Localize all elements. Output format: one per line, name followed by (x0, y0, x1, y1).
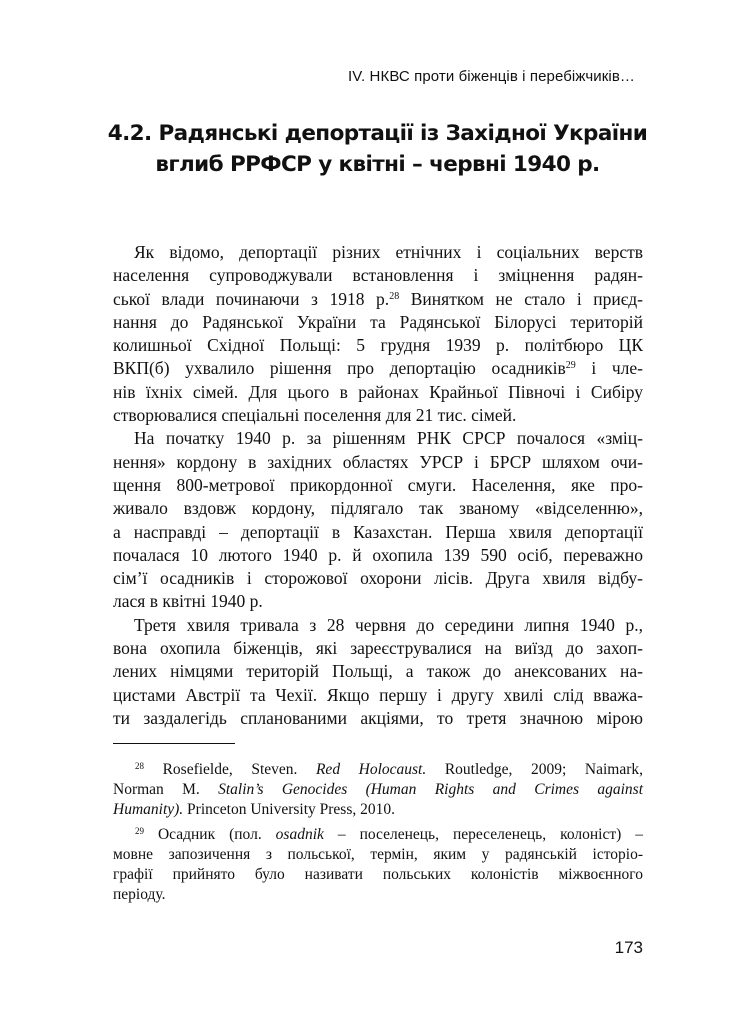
page-number: 173 (614, 938, 643, 957)
text-line: На початку 1940 р. за рішенням РНК СРСР почалося «зміц- (134, 428, 643, 449)
footnote-line: Humanity). Princeton University Press, 2010. (113, 800, 395, 818)
text-line: Третя хвиля тривала з 28 червня до середини липня 1940 р., (134, 614, 643, 635)
footnote-line: періоду. (113, 885, 166, 903)
footnote-ref-28[interactable]: 28 (389, 290, 400, 302)
footnote-number: 29 (135, 826, 144, 837)
text-line: нання до Радянської України та Радянської Білорусі територій (113, 311, 643, 332)
footnote-line: графії прийнято було називати польських колоністів міжвоєнного (113, 865, 643, 883)
paragraph-1 (113, 241, 643, 427)
paragraph-3 (113, 614, 643, 730)
footnote-28 (113, 760, 643, 819)
paragraph-2 (113, 427, 643, 613)
text-line: а насправді – депортації в Казахстан. Перша хвиля депортації (113, 521, 643, 542)
footnote-ref-29[interactable]: 29 (565, 360, 576, 372)
text-line: щення 800-метрової прикордонної смуги. Населення, яке про- (113, 474, 643, 495)
text-line: лася в квітні 1940 р. (113, 591, 263, 612)
text-line: лених німцями територій Польщі, а також до анексованих на- (113, 661, 643, 682)
footnote-line: Norman M. Stalin’s Genocides (Human Rights and Crimes against (113, 780, 644, 798)
text-line: цистами Австрії та Чехії. Якщо першу і другу хвилі слід вважа- (113, 684, 643, 705)
footnote-line: $^{28}$ Rosefielde, Steven. Red Holocaust. Routledge, 2009; Naimark, (135, 761, 643, 778)
footnote-line: мовне запозичення з польської, термін, яким у радянській історіо- (113, 846, 643, 864)
chapter-title-line-1: 4.2. Радянські депортації із Західної України (107, 121, 648, 146)
chapter-title-line-2: вглиб РРФСР у квітні – червні 1940 р. (155, 152, 600, 177)
footnote-29 (113, 825, 643, 904)
text-line: нення» кордону в західних областях УРСР і БРСР шляхом очи- (113, 451, 643, 472)
text-line: живало вздовж кордону, підлягало так званому «відселенню», (113, 498, 643, 519)
text-line: вона охопила біженців, які зареєструвалися на виїзд до захоп- (113, 638, 643, 659)
footnotes (113, 760, 643, 911)
text-line: колишньої Східної Польщі: 5 грудня 1939 р. політбюро ЦК (113, 335, 643, 356)
text-line: ВКП(б) ухвалило рішення про депортацію осадників$^{29}$ і чле- (113, 358, 643, 379)
running-header: IV. НКВС проти біженців і перебіжчиків… (348, 68, 635, 85)
text-line: почалася 10 лютого 1940 р. й охопила 139 590 осіб, переважно (113, 544, 643, 565)
text-line: створювалися спеціальні поселення для 21 тис. сімей. (113, 405, 517, 426)
footnote-number: 28 (135, 761, 144, 771)
body-text (113, 241, 643, 730)
footnote-divider (113, 743, 235, 744)
text-line: Як відомо, депортації різних етнічних і соціальних верств (134, 242, 643, 262)
text-line: сім’ї осадників і сторожової охорони лісів. Друга хвиля відбу- (113, 568, 643, 589)
text-line: ти заздалегідь спланованими акціями, то третя значною мірою (113, 707, 643, 728)
chapter-title (90, 118, 665, 180)
footnote-line: $^{29}$ Осадник (пол. osadnik – поселенець, переселенець, колоніст) – (135, 826, 643, 844)
text-line: нів їхніх сімей. Для цього в районах Крайньої Півночі і Сибіру (113, 381, 643, 402)
text-line: ської влади починаючи з 1918 р.$^{28}$ Винятком не стало і приєд- (113, 288, 643, 309)
text-line: населення супроводжували встановлення і зміцнення радян- (113, 265, 643, 286)
